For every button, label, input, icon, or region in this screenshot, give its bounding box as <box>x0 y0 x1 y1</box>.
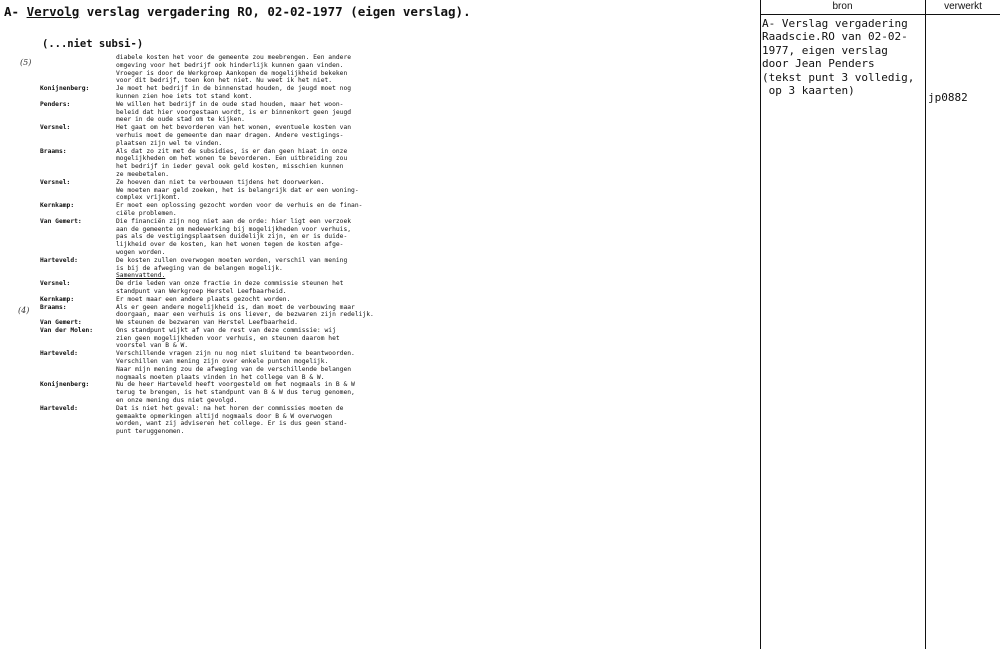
speaker-name: Braams: <box>40 303 67 311</box>
bron-line: 1977, eigen verslag <box>762 43 888 57</box>
speech-line: Als dat zo zit met de subsidies, is er dan geen hiaat in onze <box>116 147 348 155</box>
speech-line: standpunt van Werkgroep Herstel Leefbaarheid. <box>116 287 287 295</box>
speech-line: voor dit bedrijf, toen kon het niet. Nu weet ik het niet. <box>116 77 333 85</box>
speech-line: omgeving voor het bedrijf ook hinderlijk kunnen gaan vinden. <box>116 61 344 69</box>
speech-line: Er moet een oplossing gezocht worden voor de verhuis en de finan- <box>116 202 363 210</box>
speech-text <box>116 327 440 350</box>
speech-line: diabele kosten het voor de gemeente zou meebrengen. Een andere <box>116 54 352 61</box>
speech-line: Nu de heer Harteveld heeft voorgesteld om het nogmaals in B & W <box>116 381 355 389</box>
subheader: (...niet subsi-) <box>42 38 144 50</box>
speech-line: zien geen mogelijkheden voor verhuis, en steunen daarom het <box>116 334 340 342</box>
speaker-name: Kernkamp: <box>40 295 75 303</box>
transcript-entry <box>40 124 440 147</box>
transcript-entry <box>40 148 440 179</box>
transcript-entry <box>40 218 440 257</box>
speech-line: Naar mijn mening zou de afweging van de verschillende belangen <box>116 365 352 373</box>
transcript-entry <box>40 54 440 85</box>
transcript-entry <box>40 85 440 101</box>
speaker-name: Harteveld: <box>40 404 78 412</box>
speech-line: Verschillen van mening zijn over enkele punten mogelijk. <box>116 358 329 366</box>
bron-line: op 3 kaarten) <box>762 84 855 98</box>
speech-line: plaatsen zijn wel te vinden. <box>116 139 223 147</box>
bron-line: door Jean Penders <box>762 57 875 71</box>
speaker-name: Versnel: <box>40 124 71 132</box>
speech-line: Ons standpunt wijkt af van de rest van deze commissie: wij <box>116 326 336 334</box>
transcript-entry <box>40 319 440 327</box>
transcript-entry <box>40 257 440 273</box>
transcript-entry <box>40 327 440 350</box>
speech-text <box>116 405 440 436</box>
speech-text <box>116 54 440 85</box>
speech-line: Als er geen andere mogelijkheid is, dan moet de verbouwing maar <box>116 303 355 311</box>
speech-line: Ze hoeven dan niet te verbouwen tijdens het doorwerken. <box>116 178 325 186</box>
speech-line: Verschillende vragen zijn nu nog niet sluitend te beantwoorden. <box>116 350 355 358</box>
speech-text <box>116 202 440 218</box>
meta-column-divider <box>925 0 926 649</box>
speech-line: De kosten zullen overwogen moeten worden, verschil van mening <box>116 256 348 264</box>
speech-line: complex vrijkomt. <box>116 194 181 202</box>
transcript-entry <box>40 179 440 202</box>
speech-line: het bedrijf in ieder geval ook geld kosten, misschien kunnen <box>116 163 344 171</box>
speaker-name: Versnel: <box>40 178 71 186</box>
bron-line: Raadscie.RO van 02-02- <box>762 30 908 44</box>
speech-line: voorstel van B & W. <box>116 342 189 350</box>
speech-line: kunnen zien hoe iets tot stand komt. <box>116 92 253 100</box>
speech-line: Vroeger is door de Werkgroep Aankopen de mogelijkheid bekeken <box>116 69 348 77</box>
speech-text <box>116 296 440 304</box>
transcript-entry <box>40 202 440 218</box>
transcript-entry <box>40 280 440 296</box>
margin-note-5: (5) <box>20 58 32 67</box>
transcript <box>40 54 440 436</box>
speech-text <box>116 319 440 327</box>
transcript-entry <box>40 405 440 436</box>
speech-line: Het gaat om het bevorderen van het wonen, eventuele kosten van <box>116 124 352 132</box>
speaker-name: Konijnenberg: <box>40 381 90 389</box>
metadata-panel <box>760 0 1000 649</box>
speech-line: beleid dat hier voorgestaan wordt, is er binnenkort geen jeugd <box>116 108 352 116</box>
speech-text <box>116 124 440 147</box>
verwerkt-header: verwerkt <box>944 1 982 12</box>
meta-left-border <box>760 0 761 649</box>
speech-text <box>116 381 440 404</box>
bron-line: A- Verslag vergadering <box>762 17 908 30</box>
page-title <box>4 4 471 19</box>
speech-line: Er moet maar een andere plaats gezocht worden. <box>116 295 291 303</box>
speech-line: lijkheid over de kosten, kan het wonen tegen de kosten afge- <box>116 241 344 249</box>
bron-header: bron <box>832 1 853 12</box>
speech-line: en onze mening dus niet gevolgd. <box>116 397 238 405</box>
transcript-entry <box>40 304 440 320</box>
speech-text <box>116 179 440 202</box>
speech-line: doorgaan, maar een verhuis is ons liever, de bezwaren zijn redelijk. <box>116 311 374 319</box>
speech-line: is bij de afweging van de belangen mogelijk. <box>116 264 283 272</box>
bron-line: (tekst punt 3 volledig, <box>762 70 915 84</box>
speaker-name: Van Gemert: <box>40 217 82 225</box>
meta-header-rule <box>760 14 1000 15</box>
transcript-entry <box>40 381 440 404</box>
speaker-name: Van Gemert: <box>40 319 82 327</box>
title-prefix: A- <box>4 4 27 19</box>
speech-line: Samenvattend. <box>116 272 166 280</box>
speech-line: Dat is niet het geval: na het horen der commissies moeten de <box>116 404 344 412</box>
speech-line: punt teruggenomen. <box>116 428 185 436</box>
speech-line: pas als de vestigingsplaatsen duidelijk zijn, en er is duide- <box>116 233 348 241</box>
speaker-name: Konijnenberg: <box>40 85 90 93</box>
transcript-entry <box>40 350 440 381</box>
bron-text <box>762 17 914 97</box>
speech-text <box>116 218 440 257</box>
speech-text <box>116 101 440 124</box>
speech-line: meer in de oude stad om te kijken. <box>116 116 245 124</box>
speech-line: We willen het bedrijf in de oude stad houden, maar het woon- <box>116 100 344 108</box>
speaker-name: Kernkamp: <box>40 202 75 210</box>
speech-line: Die financiën zijn nog niet aan de orde: hier ligt een verzoek <box>116 217 352 225</box>
speech-text <box>116 304 440 320</box>
transcript-entry <box>40 101 440 124</box>
speaker-name: Van der Molen: <box>40 326 94 334</box>
speech-text <box>116 257 440 273</box>
speaker-name: Braams: <box>40 147 67 155</box>
speech-line: gemaakte opmerkingen altijd nogmaals door B & W overwogen <box>116 412 333 420</box>
speech-line: ciële problemen. <box>116 209 177 217</box>
margin-note-4: (4) <box>18 306 30 315</box>
speaker-name: Harteveld: <box>40 256 78 264</box>
speech-line: We moeten maar geld zoeken, het is belangrijk dat er een woning- <box>116 186 359 194</box>
speech-text <box>116 280 440 296</box>
speaker-name: Versnel: <box>40 280 71 288</box>
speech-line: worden, want zij adviseren het college. Er is dus geen stand- <box>116 420 348 428</box>
speech-text <box>116 148 440 179</box>
speech-line: aan de gemeente om medewerking bij mogelijkheden voor verhuis, <box>116 225 352 233</box>
speech-text <box>116 85 440 101</box>
speech-line: ze meebetalen. <box>116 170 170 178</box>
title-underlined: Vervolg <box>26 4 80 19</box>
speaker-name: Harteveld: <box>40 350 78 358</box>
speech-line: nogmaals moeten plaats vinden in het college van B & W. <box>116 373 325 381</box>
speech-line: De drie leden van onze fractie in deze commissie steunen het <box>116 280 344 288</box>
speech-line: terug te brengen, is het standpunt van B & W dus terug genomen, <box>116 389 355 397</box>
speech-line: Je moet het bedrijf in de binnenstad houden, de jeugd moet nog <box>116 85 352 93</box>
transcript-entry <box>40 272 440 280</box>
speech-line: mogelijkheden om het wonen te bevorderen. Een uitbreiding zou <box>116 155 348 163</box>
speech-text <box>116 272 440 280</box>
verwerkt-code: jp0882 <box>928 91 968 104</box>
speech-line: We steunen de bezwaren van Herstel Leefbaarheid. <box>116 319 298 327</box>
speech-line: wogen worden. <box>116 248 166 256</box>
speaker-name: Penders: <box>40 100 71 108</box>
title-rest: verslag vergadering RO, 02-02-1977 (eigen verslag). <box>79 4 471 19</box>
speech-line: verhuis moet de gemeente dan maar dragen. Andere vestigings- <box>116 131 344 139</box>
speech-text <box>116 350 440 381</box>
transcript-entry <box>40 296 440 304</box>
